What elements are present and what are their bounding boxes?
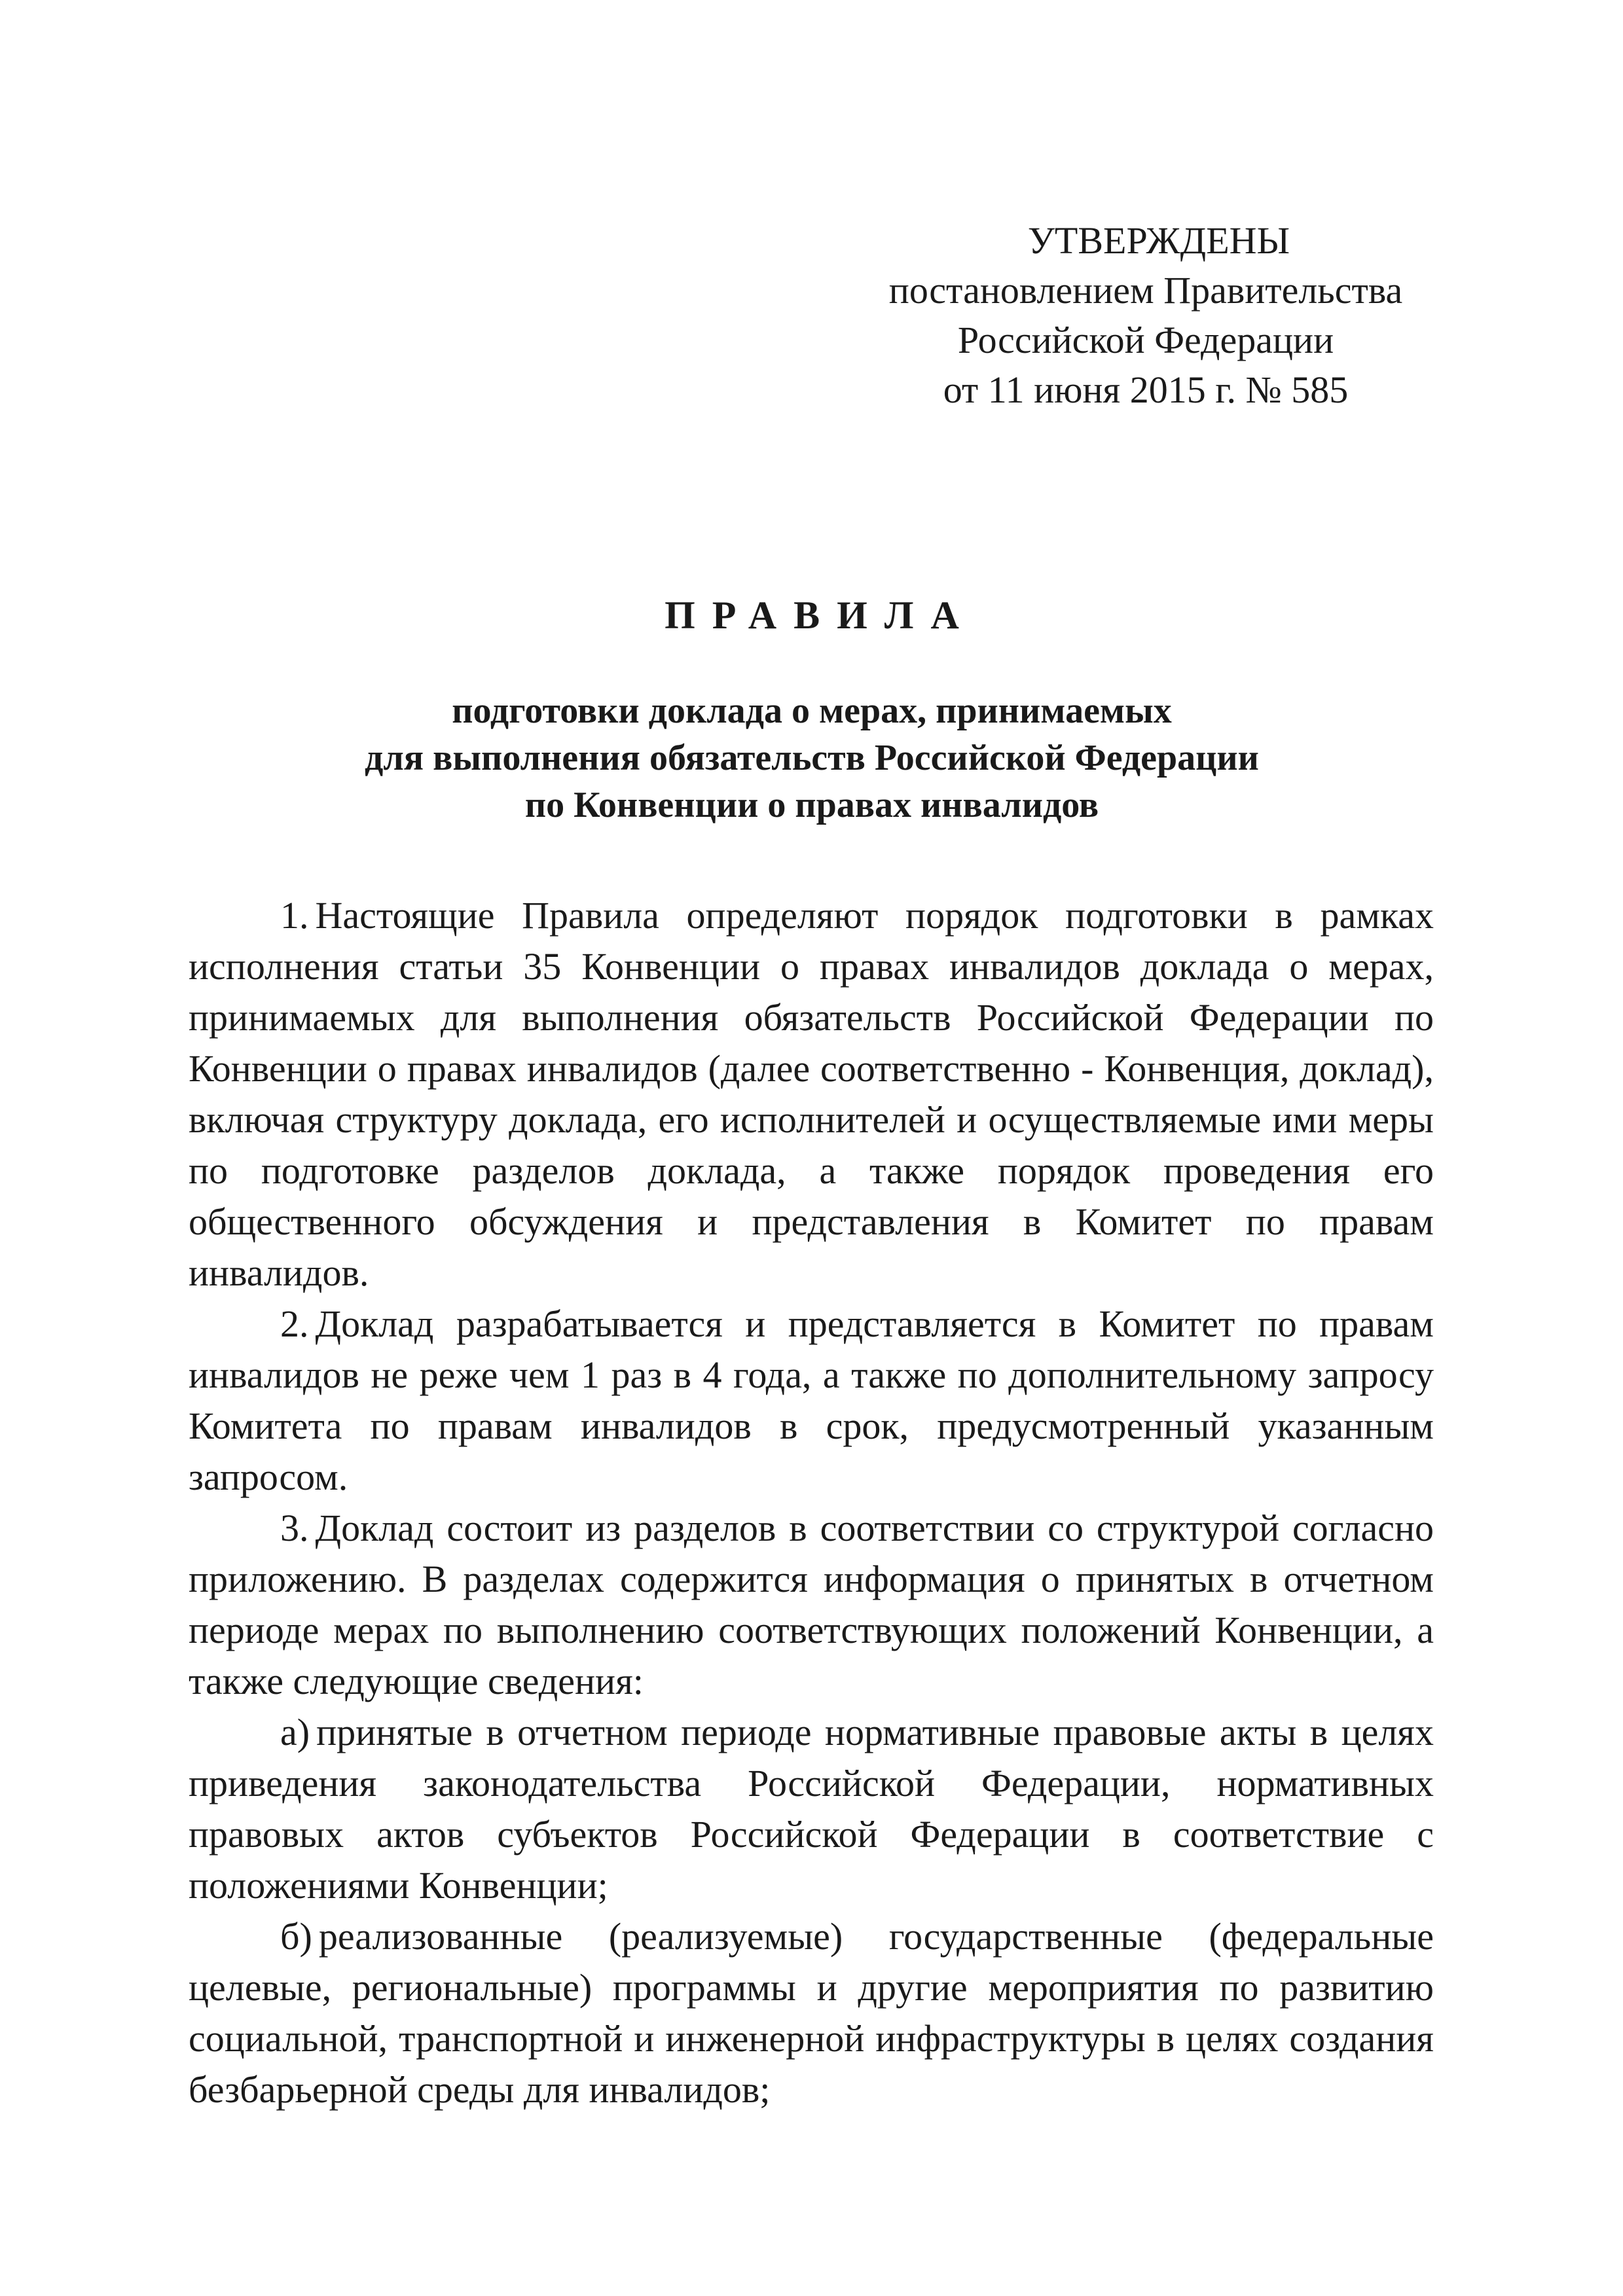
paragraph-1 (189, 890, 1434, 1299)
subparagraph-letter: б) (280, 1915, 312, 1958)
paragraph-number: 3. (280, 1507, 309, 1549)
subparagraph-b (189, 1911, 1434, 2115)
approval-authority-line-1: постановлением Правительства (888, 269, 1403, 312)
subtitle-line: подготовки доклада о мерах, принимаемых (452, 691, 1172, 731)
paragraph-text: принятые в отчетном периоде нормативные правовые акты в целях приведения законодательства Российской Федерации, нормативных правовых актов субъектов Российской Федерации в соответствие с положениями Конвенции; (189, 1711, 1434, 1907)
subparagraph-a (189, 1707, 1434, 1911)
paragraph-text: Доклад состоит из разделов в соответствии со структурой согласно приложению. В разделах содержится информация о принятых в отчетном периоде мерах по выполнению соответствующих положений Конвенции, а также следующие сведения: (189, 1507, 1434, 1702)
approval-authority-line-2: Российской Федерации (957, 319, 1334, 361)
subparagraph-letter: а) (280, 1711, 310, 1753)
document-body (189, 890, 1434, 2115)
paragraph-text: реализованные (реализуемые) государственные (федеральные целевые, региональные) программы и другие мероприятия по развитию социальной, транспортной и инженерной инфраструктуры в целях создания безбарьерной среды для инвалидов; (189, 1915, 1434, 2111)
approval-block (851, 216, 1440, 415)
paragraph-text: Доклад разрабатывается и представляется в Комитет по правам инвалидов не реже чем 1 раз в 4 года, а также по дополнительному запросу Комитета по правам инвалидов в срок, предусмотренный указанным запросом. (189, 1302, 1434, 1498)
paragraph-2 (189, 1299, 1434, 1503)
paragraph-text: Настоящие Правила определяют порядок подготовки в рамках исполнения статьи 35 Конвенции о правах инвалидов доклада о мерах, принимаемых для выполнения обязательств Российской Федерации по Конвенции о правах инвалидов (далее соответственно - Конвенция, доклад), включая структуру доклада, его исполнителей и осуществляемые ими меры по подготовке разделов доклада, а также порядок проведения его общественного обсуждения и представления в Комитет по правам инвалидов. (189, 894, 1434, 1294)
subtitle-line: для выполнения обязательств Российской Федерации (365, 738, 1259, 778)
paragraph-number: 1. (280, 894, 309, 937)
paragraph-3 (189, 1503, 1434, 1707)
document-subtitle (196, 687, 1427, 829)
subtitle-line: по Конвенции о правах инвалидов (524, 785, 1099, 825)
document-title: ПРАВИЛА (665, 594, 976, 637)
approval-date-number: от 11 июня 2015 г. № 585 (943, 368, 1349, 411)
paragraph-number: 2. (280, 1302, 309, 1345)
approval-status: УТВЕРЖДЕНЫ (1027, 219, 1290, 262)
title-block (196, 589, 1427, 829)
